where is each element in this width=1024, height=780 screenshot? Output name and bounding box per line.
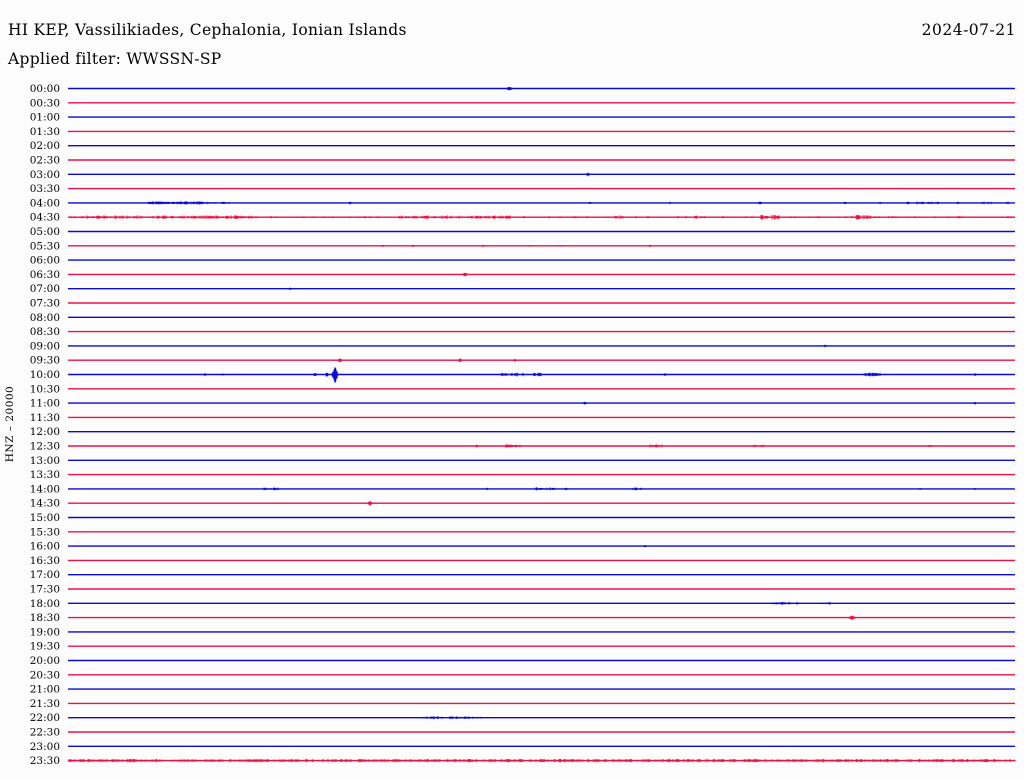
time-label-03:00: 03:00	[29, 168, 60, 181]
station-title: HI KEP, Vassilikiades, Cephalonia, Ionian Islands	[8, 21, 407, 39]
time-label-09:30: 09:30	[29, 354, 60, 367]
trace-activity-06:30	[461, 273, 469, 277]
time-label-20:00: 20:00	[29, 655, 60, 667]
time-label-06:00: 06:00	[29, 254, 60, 267]
time-label-15:30: 15:30	[29, 526, 60, 539]
time-label-23:00: 23:00	[29, 740, 60, 753]
time-label-03:30: 03:30	[29, 183, 60, 196]
time-label-10:30: 10:30	[29, 383, 60, 396]
trace-activity-03:00	[585, 173, 591, 177]
time-label-21:00: 21:00	[29, 683, 60, 696]
time-label-13:00: 13:00	[29, 454, 60, 467]
time-label-05:30: 05:30	[29, 240, 60, 253]
time-label-07:00: 07:00	[29, 283, 60, 296]
time-label-16:30: 16:30	[29, 554, 60, 567]
filter-label: Applied filter: WWSSN-SP	[8, 50, 222, 68]
time-label-13:30: 13:30	[29, 469, 60, 482]
time-label-10:00: 10:00	[29, 369, 60, 381]
time-label-14:30: 14:30	[29, 497, 60, 510]
time-label-09:00: 09:00	[29, 340, 60, 353]
time-label-06:30: 06:30	[29, 268, 60, 281]
time-label-08:30: 08:30	[29, 326, 60, 339]
time-label-04:00: 04:00	[29, 197, 60, 210]
time-label-01:30: 01:30	[29, 125, 60, 138]
time-label-19:30: 19:30	[29, 640, 60, 653]
time-label-18:00: 18:00	[29, 597, 60, 610]
time-label-12:30: 12:30	[29, 440, 60, 453]
time-label-22:00: 22:00	[29, 712, 60, 725]
time-label-22:30: 22:30	[29, 726, 60, 739]
time-label-15:00: 15:00	[29, 512, 60, 524]
trace-activity-14:30	[367, 501, 373, 506]
time-label-21:30: 21:30	[29, 697, 60, 710]
time-label-17:30: 17:30	[29, 583, 60, 596]
trace-activity-18:30	[847, 616, 857, 620]
time-label-20:30: 20:30	[29, 669, 60, 682]
time-label-14:00: 14:00	[29, 483, 60, 496]
time-label-07:30: 07:30	[29, 297, 60, 310]
time-label-12:00: 12:00	[29, 426, 60, 439]
time-label-11:00: 11:00	[29, 397, 60, 410]
time-label-19:00: 19:00	[29, 626, 60, 639]
time-label-00:30: 00:30	[29, 97, 60, 110]
time-label-00:00: 00:00	[29, 83, 60, 95]
time-label-04:30: 04:30	[29, 211, 60, 224]
time-label-18:30: 18:30	[29, 612, 60, 625]
time-label-17:00: 17:00	[29, 569, 60, 582]
time-label-23:30: 23:30	[29, 755, 60, 768]
time-label-02:00: 02:00	[29, 140, 60, 153]
trace-activity-00:00	[505, 87, 513, 90]
time-label-05:00: 05:00	[29, 226, 60, 238]
date-label: 2024-07-21	[921, 21, 1016, 39]
channel-scale-label: HNZ – 20000	[4, 385, 16, 463]
trace-activity-23:30	[69, 759, 1015, 762]
time-label-01:00: 01:00	[29, 111, 60, 124]
time-label-16:00: 16:00	[29, 540, 60, 553]
trace-activity-09:00	[823, 345, 827, 347]
time-label-02:30: 02:30	[29, 154, 60, 167]
time-label-11:30: 11:30	[29, 411, 60, 424]
time-label-08:00: 08:00	[29, 311, 60, 324]
